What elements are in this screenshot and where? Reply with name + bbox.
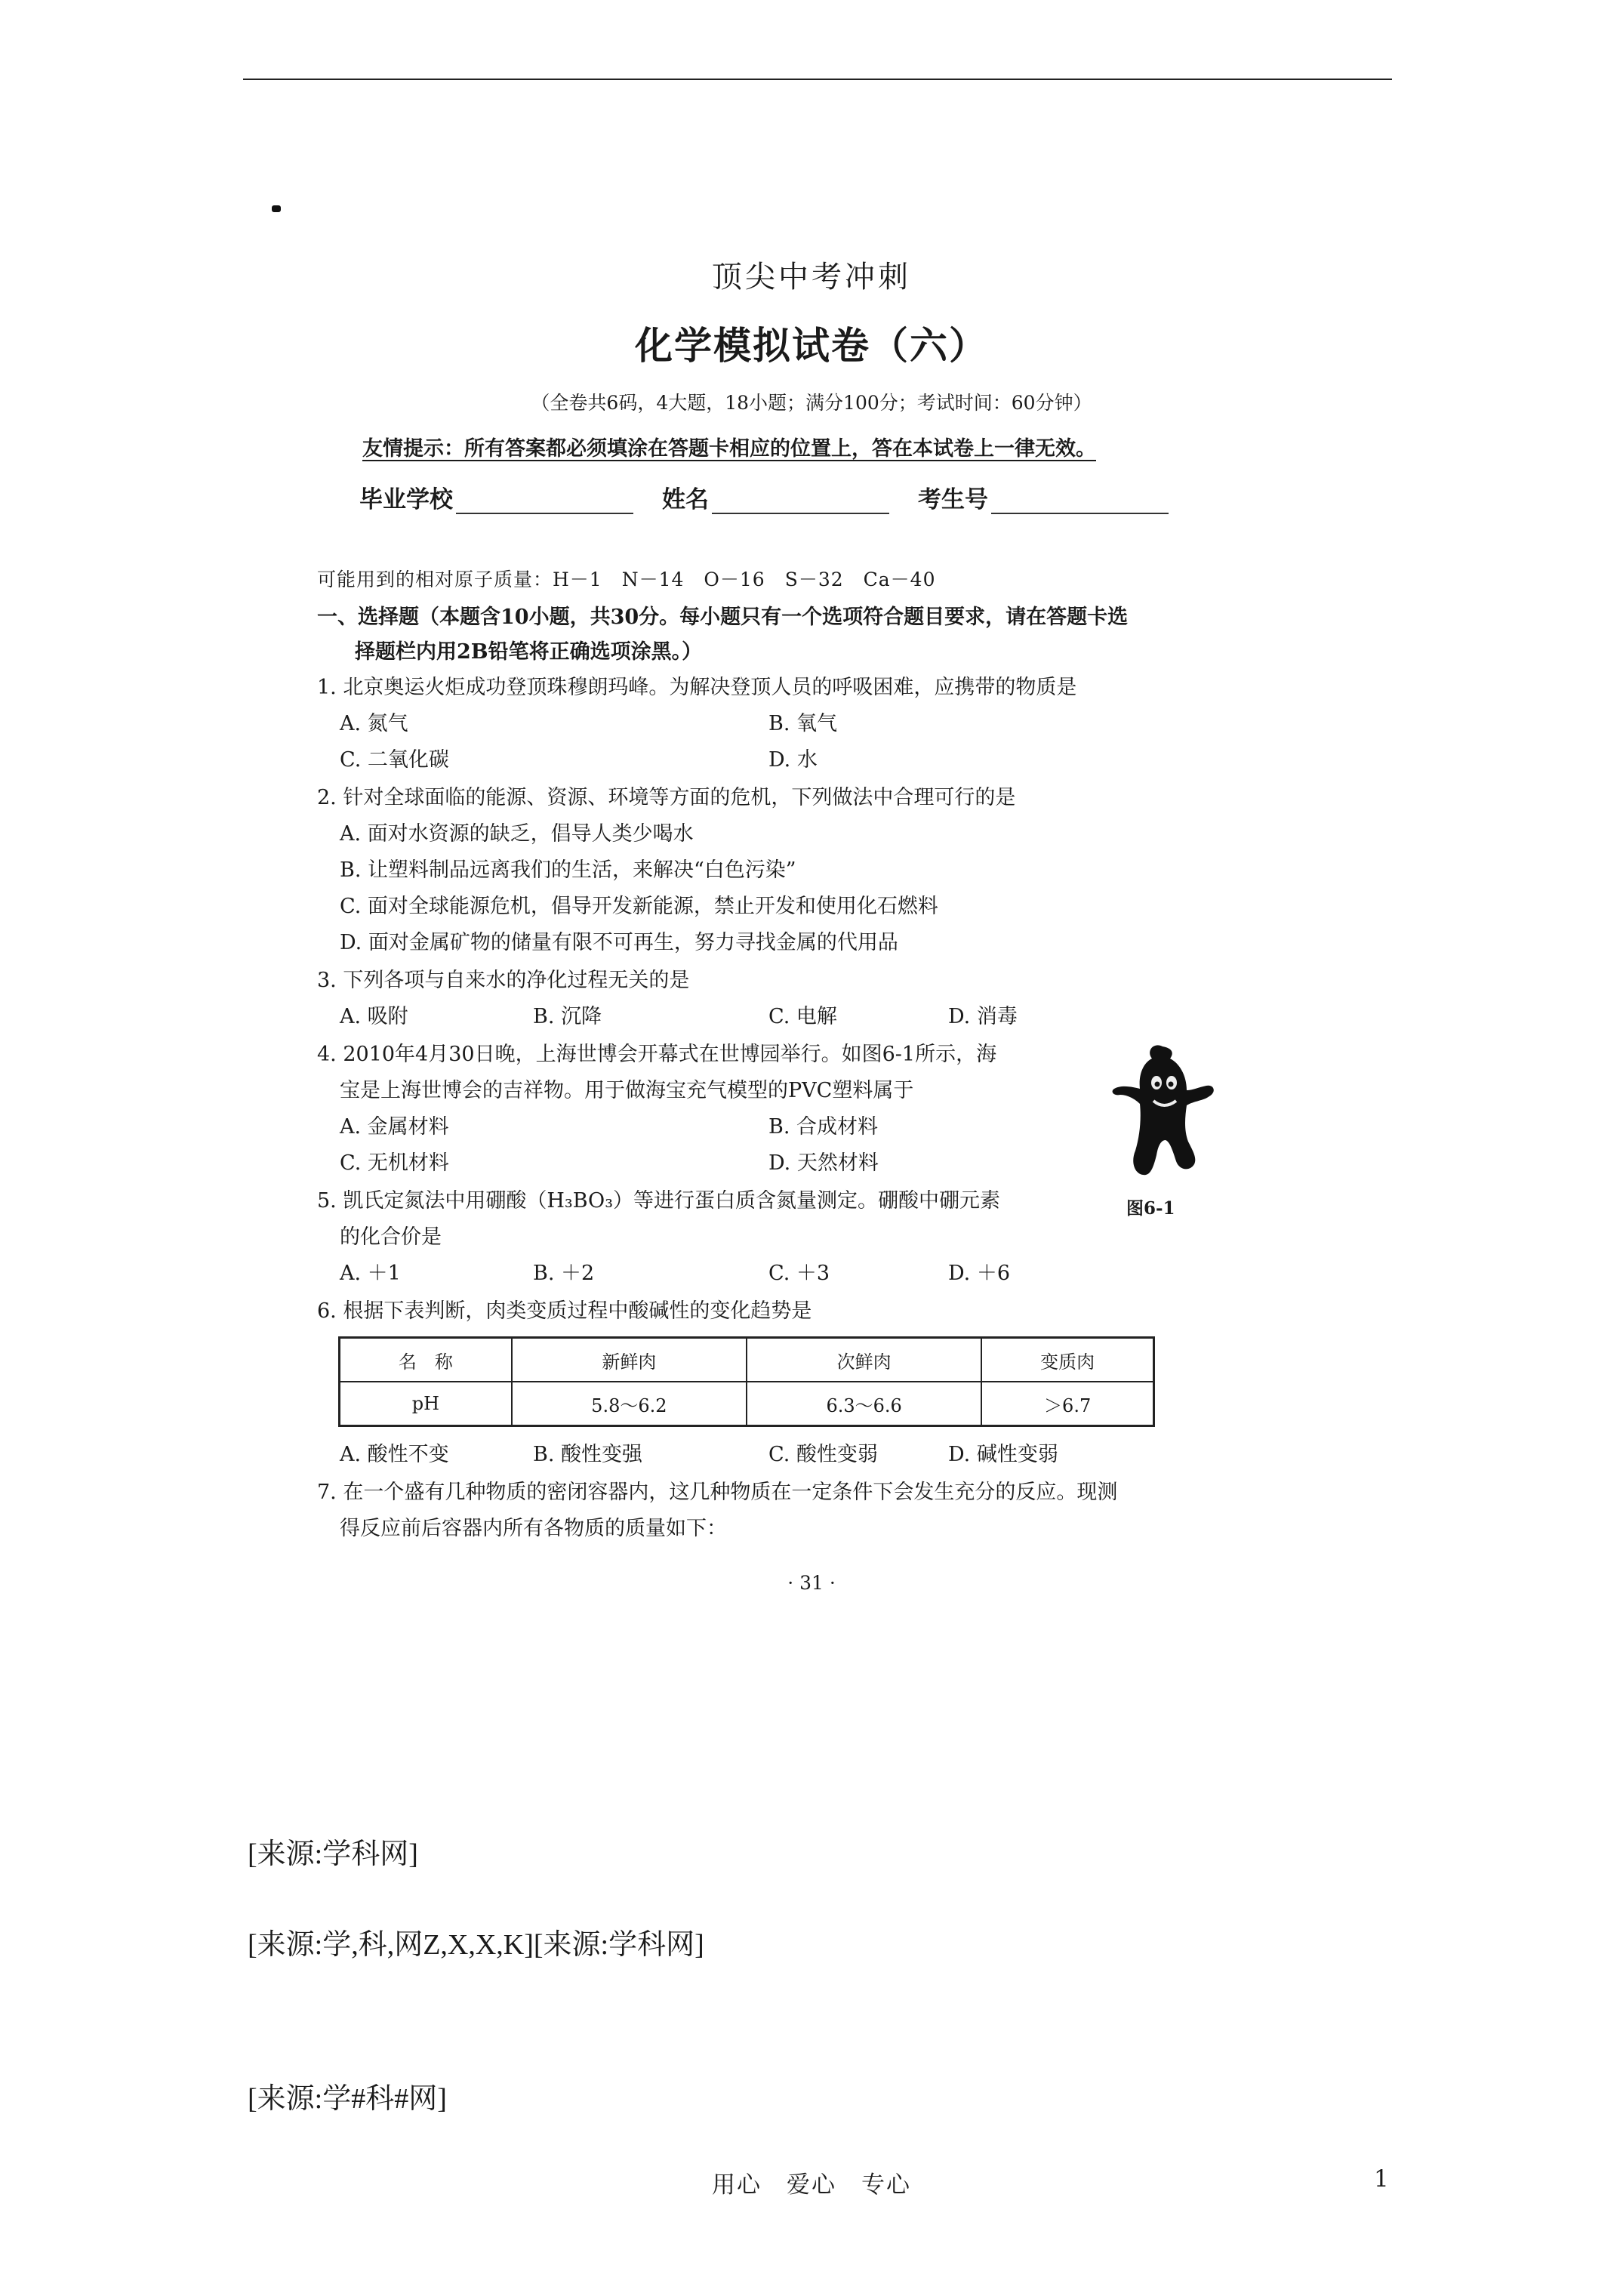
q2-option-c: C. 面对全球能源危机，倡导开发新能源，禁止开发和使用化石燃料 <box>340 895 938 918</box>
q7-stem-line2: 得反应前后容器内所有各物质的质量如下： <box>340 1517 727 1540</box>
table-cell: 6.3～6.6 <box>747 1382 981 1426</box>
ph-table <box>338 1336 1155 1427</box>
page-title: 化学模拟试卷（六） <box>635 323 988 368</box>
q3-stem: 3. 下列各项与自来水的净化过程无关的是 <box>317 969 690 992</box>
exam-info: （全卷共6码，4大题，18小题；满分100分；考试时间：60分钟） <box>531 392 1092 414</box>
name-blank[interactable] <box>712 487 889 514</box>
source-note-3: [来源:学#科#网] <box>248 2083 447 2115</box>
q6-stem: 6. 根据下表判断，肉类变质过程中酸碱性的变化趋势是 <box>317 1299 812 1323</box>
q1-option-d: D. 水 <box>768 748 818 772</box>
atomic-masses: 可能用到的相对原子质量：H－1 N－14 O－16 S－32 Ca－40 <box>317 569 936 590</box>
footer-motto: 用心 爱心 专心 <box>712 2171 911 2199</box>
q1-option-c: C. 二氧化碳 <box>340 748 449 772</box>
q5-stem-line2: 的化合价是 <box>340 1225 442 1249</box>
name-field <box>662 480 889 514</box>
school-field <box>359 480 633 514</box>
q3-option-a: A. 吸附 <box>340 1005 408 1028</box>
section-1-heading <box>317 600 1253 670</box>
q2-stem: 2. 针对全球面临的能源、资源、环境等方面的危机，下列做法中合理可行的是 <box>317 786 1016 809</box>
student-fields <box>359 480 1197 514</box>
q4-option-b: B. 合成材料 <box>768 1115 879 1139</box>
table-row <box>340 1338 1154 1382</box>
scan-mark <box>272 205 281 212</box>
q5-stem-line1: 5. 凯氏定氮法中用硼酸（H₃BO₃）等进行蛋白质含氮量测定。硼酸中硼元素 <box>317 1189 1001 1213</box>
exam-id-blank[interactable] <box>991 487 1169 514</box>
q4-stem-line1: 4. 2010年4月30日晚，上海世博会开幕式在世博园举行。如图6-1所示，海 <box>317 1043 997 1066</box>
table-header-cell: 变质肉 <box>981 1338 1153 1382</box>
q6-option-b: B. 酸性变强 <box>533 1443 643 1466</box>
table-header-cell: 新鲜肉 <box>512 1338 747 1382</box>
q2-option-d: D. 面对金属矿物的储量有限不可再生，努力寻找金属的代用品 <box>340 931 898 954</box>
series-title: 顶尖中考冲刺 <box>712 260 911 294</box>
table-cell: ＞6.7 <box>981 1382 1153 1426</box>
table-header-cell: 名 称 <box>340 1338 512 1382</box>
q6-option-c: C. 酸性变弱 <box>768 1443 878 1466</box>
exam-id-label: 考生号 <box>918 486 988 513</box>
q3-option-c: C. 电解 <box>768 1005 837 1028</box>
inner-page-number: · 31 · <box>787 1572 836 1594</box>
source-note-2: [来源:学,科,网Z,X,X,K][来源:学科网] <box>248 1929 704 1961</box>
q6-option-a: A. 酸性不变 <box>340 1443 449 1466</box>
school-label: 毕业学校 <box>359 486 453 513</box>
footer-page-number: 1 <box>1374 2165 1389 2193</box>
q4-option-a: A. 金属材料 <box>340 1115 449 1139</box>
q5-option-c: C. ＋3 <box>768 1262 830 1285</box>
q1-option-b: B. 氧气 <box>768 712 838 735</box>
q5-option-b: B. ＋2 <box>533 1262 595 1285</box>
q2-option-b: B. 让塑料制品远离我们的生活，来解决“白色污染” <box>340 858 796 882</box>
header-rule <box>243 79 1392 80</box>
q7-stem-line1: 7. 在一个盛有几种物质的密闭容器内，这几种物质在一定条件下会发生充分的反应。现测 <box>317 1481 1118 1504</box>
q1-stem: 1. 北京奥运火炬成功登顶珠穆朗玛峰。为解决登顶人员的呼吸困难，应携带的物质是 <box>317 676 1077 699</box>
section-1-line2: 择题栏内用2B铅笔将正确选项涂黑。） <box>355 640 703 664</box>
table-header-cell: 次鲜肉 <box>747 1338 981 1382</box>
q4-option-c: C. 无机材料 <box>340 1151 449 1175</box>
q2-option-a: A. 面对水资源的缺乏，倡导人类少喝水 <box>340 822 694 846</box>
q6-option-d: D. 碱性变弱 <box>948 1443 1058 1466</box>
q4-option-d: D. 天然材料 <box>768 1151 879 1175</box>
q4-stem-line2: 宝是上海世博会的吉祥物。用于做海宝充气模型的PVC塑料属于 <box>340 1079 914 1102</box>
q3-option-d: D. 消毒 <box>948 1005 1018 1028</box>
name-label: 姓名 <box>662 486 709 513</box>
school-blank[interactable] <box>456 487 633 514</box>
figure-caption: 图6-1 <box>1126 1198 1175 1219</box>
q1-option-a: A. 氮气 <box>340 712 408 735</box>
section-1-line1: 一、选择题（本题含10小题，共30分。每小题只有一个选项符合题目要求，请在答题卡选 <box>317 606 1129 629</box>
q5-option-d: D. ＋6 <box>948 1262 1011 1285</box>
table-row <box>340 1382 1154 1426</box>
friendly-tip: 友情提示：所有答案都必须填涂在答题卡相应的位置上，答在本试卷上一律无效。 <box>362 437 1096 461</box>
source-note-1: [来源:学科网] <box>248 1838 418 1870</box>
table-cell: pH <box>340 1382 512 1426</box>
mascot-figure-icon <box>1104 1040 1224 1184</box>
exam-id-field <box>918 480 1169 514</box>
q3-option-b: B. 沉降 <box>533 1005 602 1028</box>
q5-option-a: A. ＋1 <box>340 1262 401 1285</box>
table-cell: 5.8～6.2 <box>512 1382 747 1426</box>
